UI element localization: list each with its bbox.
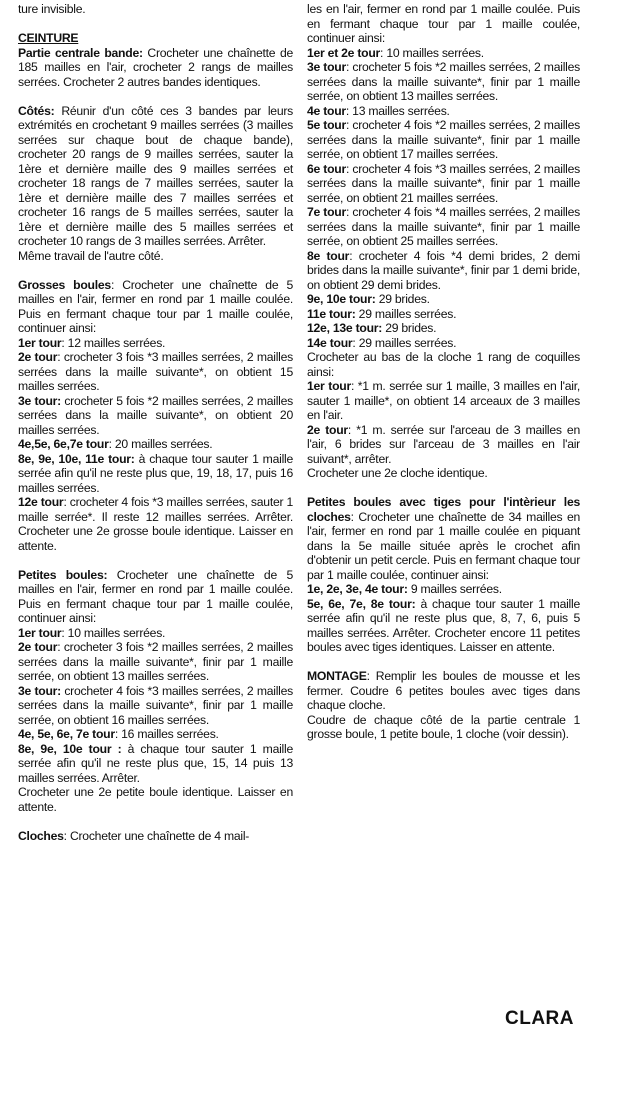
paragraph-cotes: Côtés: Réunir d'un côté ces 3 bandes par leurs extrémités en crochetant 9 mailles serrées (3 mailles serrées sur chaque bout de chaque bande), crocheter 20 rangs de 9 mailles serrées, sauter la 1ère et dernière maille des 9 mailles serrées et crocheter 18 rangs de 7 mailles serrées, sauter la 1ère et dernière maille des 7 mailles serrées et crocheter 16 rangs de 5 mailles serrées, sauter la 1ère et dernière maille des 5 mailles serrées et crocheter 10 rangs de 3 mailles serrées. Arrêter.	[18, 103, 293, 248]
row-instruction: 1er tour: 12 mailles serrées.	[18, 335, 166, 350]
signature: CLARA	[505, 1008, 574, 1029]
row-instruction: 12e tour: crocheter 4 fois *3 mailles serrées, sauter 1 maille serrée*. Il reste 12 mailles serrées. Arrêter. Crocheter une 2e grosse boule identique. Laisser en attente.	[18, 495, 293, 553]
row-instruction: 9e, 10e tour: 29 brides.	[307, 292, 430, 306]
right-column	[307, 2, 580, 742]
row-instruction: 6e tour: crocheter 4 fois *3 mailles serrées, 2 mailles serrées dans la maille suivante*, finir par 1 maille serrée, on obtient 21 mailles serrées.	[307, 161, 580, 205]
section-heading-ceinture: CEINTURE	[18, 31, 79, 45]
row-instruction: 1er tour: *1 m. serrée sur 1 maille, 3 mailles en l'air, sauter 1 maille*, on obtient 14 arceaux de 3 mailles en l'air.	[307, 379, 580, 422]
row-instruction: 8e, 9e, 10e, 11e tour: à chaque tour sauter 1 maille serrée afin qu'il ne reste plus que, 19, 18, 17, puis 16 mailles serrées.	[18, 451, 294, 495]
row-instruction: 5e tour: crocheter 4 fois *2 mailles serrées, 2 mailles serrées dans la maille suivante*, finir par 1 maille serrée, on obtient 17 mailles serrées.	[307, 118, 580, 161]
row-instruction: 14e tour: 29 mailles serrées.	[307, 335, 457, 350]
paragraph-petites-boules: Petites boules: Crocheter une chaînette de 5 mailles en l'air, fermer en rond par 1 maille coulée. Puis en fermant chaque tour par 1 maille coulée, continuer ainsi:	[18, 567, 293, 625]
paragraph-petites-boules-end: Crocheter une 2e petite boule identique. Laisser en attente.	[18, 785, 293, 814]
row-instruction: 3e tour: crocheter 5 fois *2 mailles serrées, 2 mailles serrées dans la maille suivante*, finir par 1 maille serrée, on obtient 13 mailles serrées.	[307, 60, 580, 103]
row-instruction: 3e tour: crocheter 5 fois *2 mailles serrées, 2 mailles serrées dans la maille suivante*, on obtient 20 mailles serrées.	[18, 393, 293, 437]
row-instruction: 1er tour: 10 mailles serrées.	[18, 625, 166, 640]
row-instruction: 8e, 9e, 10e tour : à chaque tour sauter 1 maille serrée afin qu'il ne reste plus que, 15, 14 puis 13 mailles serrées. Arrêter.	[18, 741, 294, 785]
row-instruction: 1e, 2e, 3e, 4e tour: 9 mailles serrées.	[307, 582, 502, 596]
paragraph-grosses-boules: Grosses boules: Crocheter une chaînette de 5 mailles en l'air, fermer en rond par 1 maille coulée. Puis en fermant chaque tour par 1 maille coulée, continuer ainsi:	[18, 277, 293, 335]
row-instruction: 2e tour: *1 m. serrée sur l'arceau de 3 mailles en l'air, 6 brides sur l'arceau de 3 mailles en l'air suivant*, arrêter.	[307, 422, 580, 466]
paragraph-partie-centrale: Partie centrale bande: Crocheter une chaînette de 185 mailles en l'air, crocheter 2 rangs de mailles serrées. Crocheter 2 autres bandes identiques.	[18, 45, 293, 89]
row-instruction: 5e, 6e, 7e, 8e tour: à chaque tour sauter 1 maille serrée afin qu'il ne reste plus que, 8, 7, 6, puis 5 mailles serrées. Arrêter. Crocheter encore 11 petites boules avec tiges identiques. Laisser en attente.	[307, 596, 581, 654]
row-instruction: 7e tour: crocheter 4 fois *4 mailles serrées, 2 mailles serrées dans la maille suivante*, finir par 1 maille serrée, on obtient 25 mailles serrées.	[307, 205, 580, 248]
paragraph-montage-end: Coudre de chaque côté de la partie centrale 1 grosse boule, 1 petite boule, 1 cloche (voir dessin).	[307, 712, 580, 741]
row-instruction: 3e tour: crocheter 4 fois *3 mailles serrées, 2 mailles serrées dans la maille suivante*, finir par 1 maille serrée, on obtient 16 mailles serrées.	[18, 683, 293, 727]
row-instruction: 8e tour: crocheter 4 fois *4 demi brides, 2 demi brides dans la maille suivante*, finir par 1 demi bride, on obtient 29 demi brides.	[307, 248, 581, 292]
row-instruction: 2e tour: crocheter 3 fois *2 mailles serrées, 2 mailles serrées dans la maille suivante*, finir par 1 maille serrée, on obtient 13 mailles serrées.	[18, 640, 293, 683]
paragraph-petites-boules-tiges: Petites boules avec tiges pour l'intèrieur les cloches: Crocheter une chaînette de 34 mailles en l'air, fermer en rond par 1 maille coulée en piquant dans la 5e maille située après le crochet afin d'obtenir un petit cercle. Puis en fermant chaque tour par 1 maille coulée, continuer ainsi:	[307, 495, 580, 582]
left-column	[18, 2, 293, 843]
row-instruction: 4e,5e, 6e,7e tour: 20 mailles serrées.	[18, 437, 213, 451]
text-fragment: ture invisible.	[18, 2, 86, 16]
paragraph-cotes-end: Même travail de l'autre côté.	[18, 248, 164, 263]
row-instruction: 4e, 5e, 6e, 7e tour: 16 mailles serrées.	[18, 727, 219, 741]
row-instruction: 1er et 2e tour: 10 mailles serrées.	[307, 45, 484, 60]
row-instruction: 4e tour: 13 mailles serrées.	[307, 103, 450, 118]
row-instruction: 2e tour: crocheter 3 fois *3 mailles serrées, 2 mailles serrées dans la maille suivante*, on obtient 15 mailles serrées.	[18, 350, 293, 393]
paragraph-cloche-end: Crocheter une 2e cloche identique.	[307, 466, 488, 480]
paragraph-coquilles-intro: Crocheter au bas de la cloche 1 rang de coquilles ainsi:	[307, 350, 580, 379]
text-fragment: les en l'air, fermer en rond par 1 maille coulée. Puis en fermant chaque tour par 1 maille coulée, continuer ainsi:	[307, 2, 580, 45]
row-instruction: 12e, 13e tour: 29 brides.	[307, 321, 437, 335]
paragraph-cloches: Cloches: Crocheter une chaînette de 4 mail-	[18, 828, 250, 843]
row-instruction: 11e tour: 29 mailles serrées.	[307, 306, 457, 321]
paragraph-montage: MONTAGE: Remplir les boules de mousse et les fermer. Coudre 6 petites boules avec tiges dans chaque cloche.	[307, 669, 580, 712]
